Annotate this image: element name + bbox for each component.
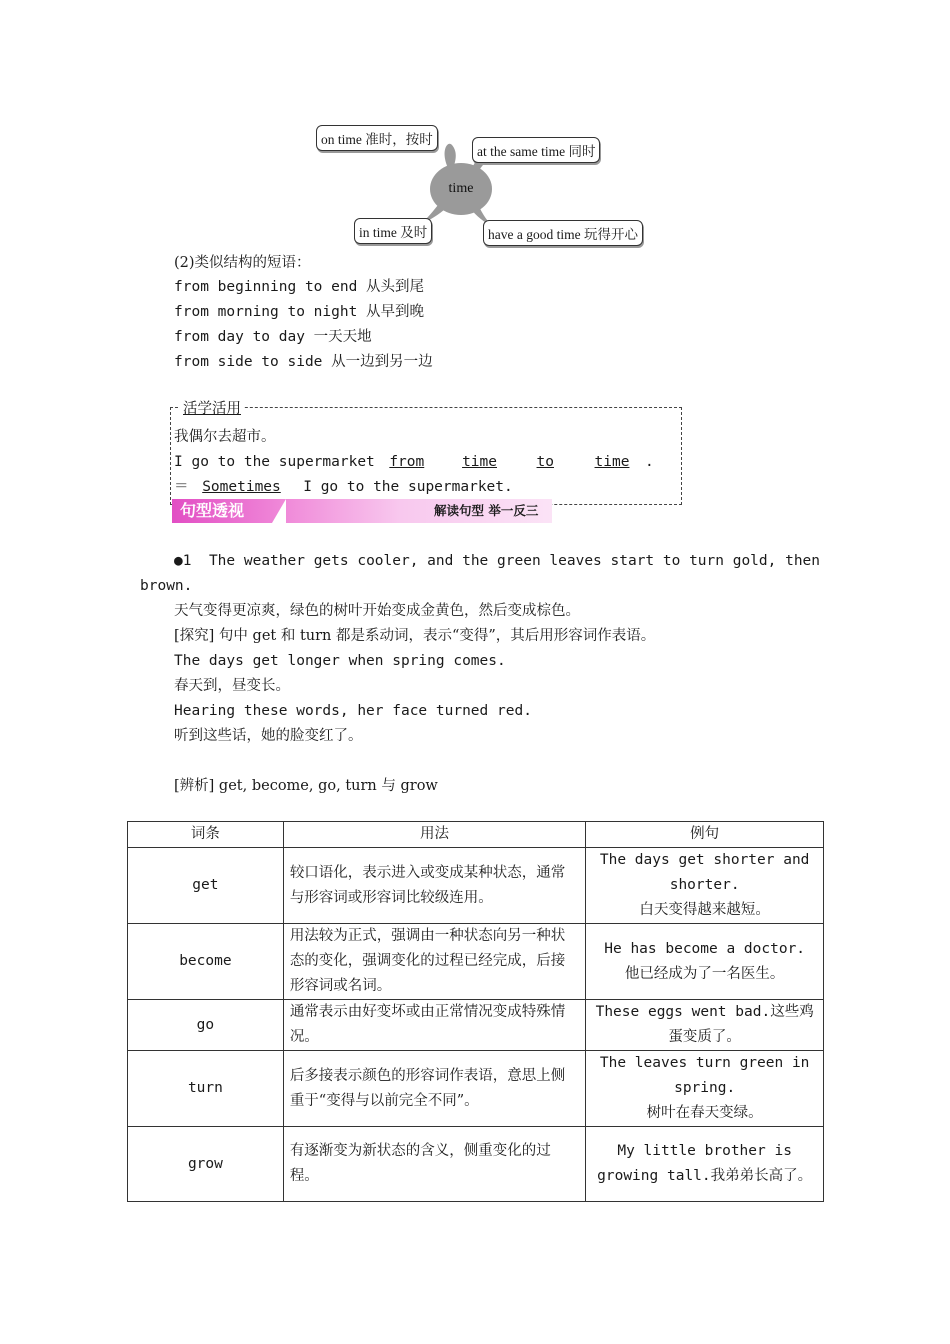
practice-tag: 活学活用 [180,400,244,418]
cell-example [586,1051,824,1127]
cell-example [586,848,824,924]
practice-line-2 [174,477,513,497]
cell-usage: 用法较为正式，强调由一种状态向另一种状态的变化，强调变化的过程已经完成，后接形容词或名词。 [283,924,585,1000]
mindmap-item-in-time: in time 及时 [354,218,432,244]
table-header-row [128,822,824,848]
cell-word: get [128,848,284,924]
example-chinese: 听到这些话，她的脸变红了。 [174,728,363,744]
mindmap-item-good-time: have a good time 玩得开心 [483,220,643,246]
example-english: Hearing these words, her face turned red. [174,703,532,719]
banner-title: 句型透视 [180,501,245,520]
answer-blank: time [594,454,630,470]
cell-usage: 通常表示由好变坏或由正常情况变成特殊情况。 [283,1000,585,1051]
table-row [128,924,824,1000]
banner-subtitle: 解读句型 举一反三 [434,503,539,518]
practice-line-1 [174,452,654,472]
practice-line2-prefix: ＝ [174,479,189,495]
phrase-item: from side to side 从一边到另一边 [174,354,433,370]
answer-blank: to [536,454,554,470]
mindmap-connectors [0,0,950,260]
practice-line1-prefix: I go to the supermarket [174,454,375,470]
mindmap-item-on-time: on time 准时，按时 [316,125,438,151]
cell-usage: 有逐渐变为新状态的含义，侧重变化的过程。 [283,1127,585,1202]
example-english: The days get longer when spring comes. [174,653,506,669]
practice-line2-suffix: I go to the supermarket. [303,479,513,495]
practice-chinese: 我偶尔去超市。 [174,429,276,445]
cell-word: grow [128,1127,284,1202]
sentence-chinese: 天气变得更凉爽，绿色的树叶开始变成金黄色，然后变成棕色。 [174,603,580,619]
mindmap-item-same-time: at the same time 同时 [472,137,600,163]
answer-blank: time [462,454,497,470]
example-en: These eggs went bad. [595,1004,771,1020]
cell-example [586,1000,824,1051]
cell-usage: 较口语化，表示进入或变成某种状态，通常与形容词或形容词比较级连用。 [283,848,585,924]
phrase-item: from morning to night 从早到晚 [174,304,425,320]
analysis-heading: [辨析] get, become, go, turn 与 grow [174,778,438,794]
mindmap-center: time [430,163,492,215]
example-cn: 我弟弟长高了。 [710,1168,813,1184]
example-cn: 白天变得越来越短。 [639,902,770,918]
header-word: 词条 [128,822,284,848]
cell-example [586,924,824,1000]
answer-blank: Sometimes [202,479,281,495]
banner-divider [272,499,286,523]
example-cn: 树叶在春天变绿。 [646,1105,763,1121]
phrase-item: from beginning to end 从头到尾 [174,279,425,295]
example-en: The days get shorter and shorter. [599,852,810,893]
sentence-english [174,551,820,571]
example-chinese: 春天到，昼变长。 [174,678,290,694]
cell-word: become [128,924,284,1000]
sentence-marker: ●1 [174,553,192,569]
sentence-english-text: The weather gets cooler, and the green leaves start to turn gold, then [208,553,821,569]
table-row [128,1051,824,1127]
cell-word: turn [128,1051,284,1127]
cell-example [586,1127,824,1202]
example-en: He has become a doctor. [604,940,806,957]
example-en: The leaves turn green in spring. [599,1055,810,1096]
explore-note: [探究] 句中 get 和 turn 都是系动词，表示“变得”，其后用形容词作表语。 [174,628,656,644]
table-row [128,848,824,924]
example-cn: 他已经成为了一名医生。 [624,965,785,982]
example-cn: 这些鸡蛋变质了。 [668,1004,814,1045]
header-usage: 用法 [283,822,585,848]
header-example: 例句 [586,822,824,848]
practice-line1-suffix: . [645,454,654,470]
table-row [128,1000,824,1051]
answer-blank: from [389,454,425,470]
table-row [128,1127,824,1202]
similar-heading: (2)类似结构的短语： [174,255,311,271]
example-en: My little brother is growing tall. [597,1143,792,1184]
phrase-item: from day to day 一天天地 [174,329,372,345]
comparison-table [127,821,824,1202]
cell-word: go [128,1000,284,1051]
cell-usage: 后多接表示颜色的形容词作表语，意思上侧重于“变得与以前完全不同”。 [283,1051,585,1127]
sentence-english-cont: brown. [140,578,193,594]
